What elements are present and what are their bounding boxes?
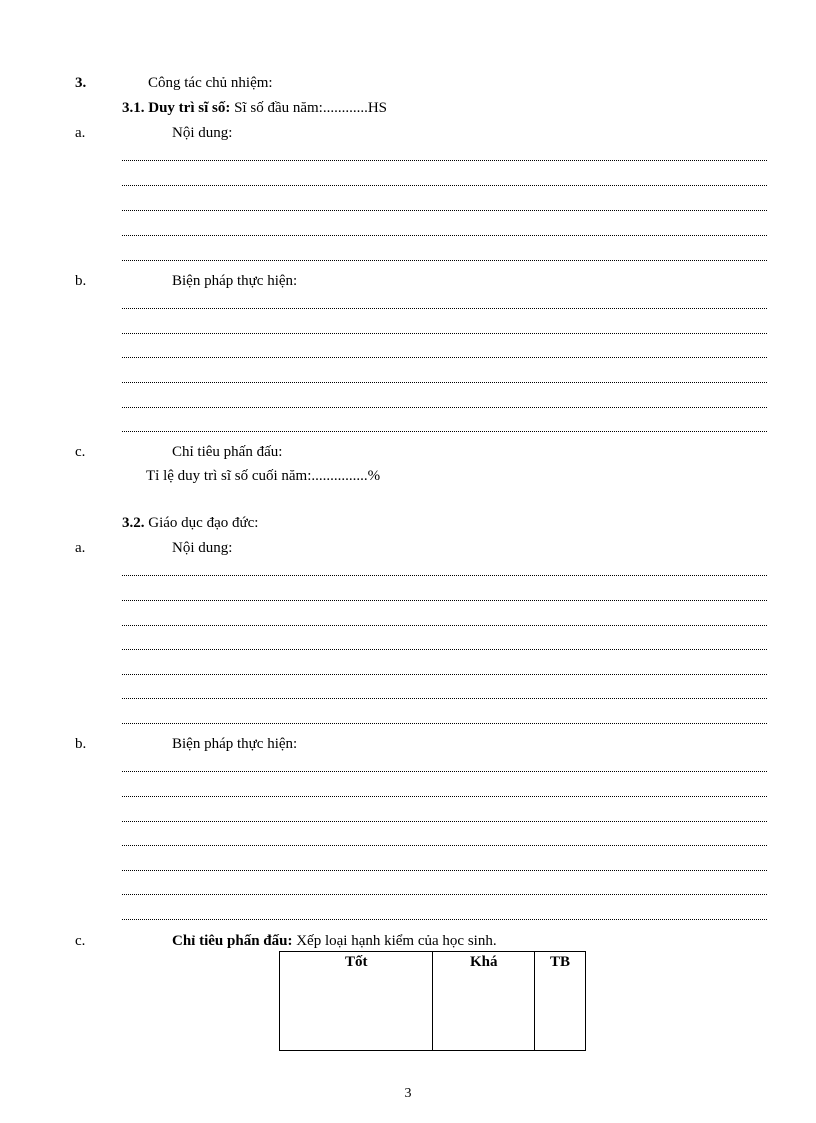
subsection-32-line [122,514,258,532]
dotted-line [122,235,767,236]
dotted-line [122,185,767,186]
item-a-label: a. [75,540,86,556]
dotted-line [122,894,767,895]
item-b-title: Biện pháp thực hiện: [172,736,298,752]
subsection-32-number: 3.2. [122,515,145,531]
dotted-line [122,260,767,261]
dotted-line [122,357,767,358]
subsection-32-heading: Giáo dục đạo đức: [148,515,259,531]
item-c-title: Chỉ tiêu phấn đấu: [172,444,283,460]
retention-rate-text: Tỉ lệ duy trì sĩ số cuối năm:...............% [146,468,381,484]
item-b-label: b. [75,736,87,752]
item-c-label: c. [75,444,86,460]
dotted-line [122,308,767,309]
dotted-line [122,845,767,846]
dotted-line [122,649,767,650]
item-c-line [172,932,497,950]
item-c-label: c. [75,933,86,949]
item-b-label: b. [75,273,87,289]
subsection-31-text: Sĩ số đầu năm:............HS [234,100,388,116]
table-header-average: TB [535,952,586,1051]
dotted-line [122,210,767,211]
item-c-title: Chỉ tiêu phấn đấu: [172,933,293,949]
dotted-line [122,333,767,334]
section-number: 3. [75,75,87,91]
section-title: Công tác chủ nhiệm: [148,75,273,91]
dotted-line [122,796,767,797]
dotted-line [122,919,767,920]
dotted-line [122,431,767,432]
dotted-line [122,698,767,699]
item-a-label: a. [75,125,86,141]
item-a-title: Nội dung: [172,540,233,556]
dotted-line [122,771,767,772]
dotted-line [122,407,767,408]
dotted-line [122,821,767,822]
table-header-good: Tốt [280,952,433,1051]
dotted-line [122,382,767,383]
conduct-rating-text: Xếp loại hạnh kiểm của học sinh. [296,933,497,949]
table-header-fair: Khá [433,952,535,1051]
subsection-31-heading: 3.1. Duy trì sĩ số: [122,100,231,116]
item-a-title: Nội dung: [172,125,233,141]
conduct-rating-table [279,951,586,1051]
item-b-title: Biện pháp thực hiện: [172,273,298,289]
page-number: 3 [404,1086,412,1101]
subsection-31-line [122,99,387,117]
table-row [280,952,586,1051]
dotted-line [122,674,767,675]
dotted-line [122,600,767,601]
dotted-line [122,575,767,576]
dotted-line [122,625,767,626]
dotted-line [122,870,767,871]
dotted-line [122,723,767,724]
dotted-line [122,160,767,161]
